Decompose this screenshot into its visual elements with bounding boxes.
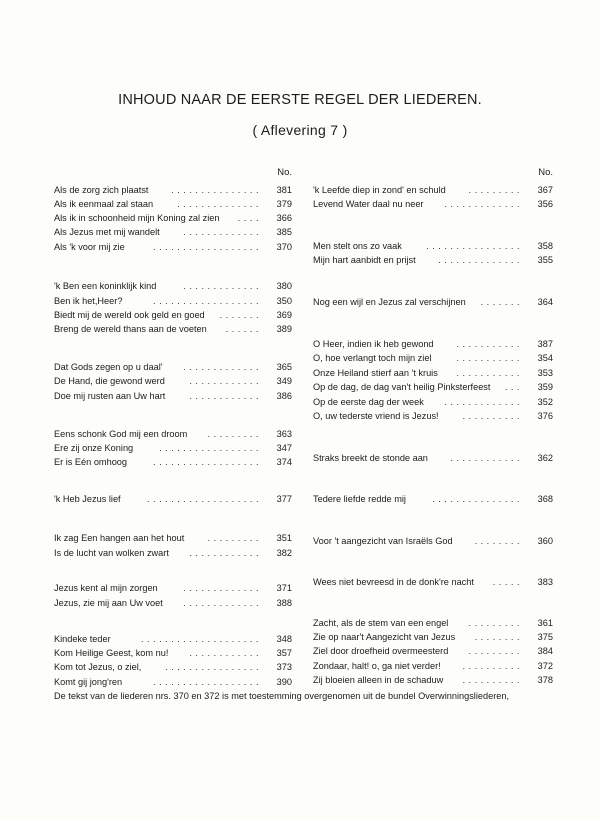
index-entry (54, 675, 292, 689)
entry-title: Biedt mij de wereld ook geld en goed (54, 310, 205, 320)
entry-number: 383 (537, 577, 553, 587)
entry-title: 'k Heb Jezus lief (54, 494, 121, 504)
entry-number: 380 (276, 281, 292, 291)
page-subtitle: ( Aflevering 7 ) (252, 122, 348, 138)
dot-leader: ................ (426, 241, 523, 251)
entry-number: 385 (276, 227, 292, 237)
dot-leader: ... (504, 382, 523, 392)
dot-leader: ....... (480, 297, 523, 307)
entry-number: 366 (276, 213, 292, 223)
entry-number: 373 (276, 662, 292, 672)
entry-title: Doe mij rusten aan Uw hart (54, 391, 166, 401)
entry-title: Ben ik het,Heer? (54, 296, 123, 306)
entry-number: 374 (276, 457, 292, 467)
dot-leader: .......... (462, 661, 523, 671)
index-entry (54, 360, 292, 374)
entry-title: 'k Leefde diep in zond' en schuld (313, 185, 446, 195)
index-entry (54, 197, 292, 211)
entry-number: 356 (537, 199, 553, 209)
page-title: INHOUD NAAR DE EERSTE REGEL DER LIEDEREN. (118, 92, 482, 108)
dot-leader: ............. (183, 598, 262, 608)
entry-title: Onze Heiland stierf aan 't kruis (313, 368, 438, 378)
index-entry (54, 279, 292, 293)
entry-title: Eens schonk God mij een droom (54, 429, 188, 439)
entry-title: Nog een wijl en Jezus zal verschijnen (313, 297, 466, 307)
entry-number: 386 (276, 391, 292, 401)
index-entry (54, 294, 292, 308)
dot-leader: ............ (189, 548, 262, 558)
entry-title: Dat Gods zegen op u daal' (54, 362, 163, 372)
index-entry (54, 455, 292, 469)
index-entry (313, 409, 553, 423)
entry-title: Straks breekt de stonde aan (313, 453, 428, 463)
dot-leader: ..... (492, 577, 523, 587)
dot-leader: ............ (189, 648, 262, 658)
entry-title: Ik zag Een hangen aan het hout (54, 533, 185, 543)
index-entry (54, 322, 292, 336)
entry-title: Als Jezus met mij wandelt (54, 227, 160, 237)
entry-number: 381 (276, 185, 292, 195)
dot-leader: ................ (165, 662, 262, 672)
entry-title: Er is Eén omhoog (54, 457, 128, 467)
entry-title: Jezus, zie mij aan Uw voet (54, 598, 163, 608)
entry-title: Kom Heilige Geest, kom nu! (54, 648, 169, 658)
dot-leader: ............. (183, 583, 262, 593)
dot-leader: ............... (432, 494, 523, 504)
entry-title: Komt gij jong'ren (54, 677, 123, 687)
dot-leader: ............ (450, 453, 523, 463)
entry-title: Kindeke teder (54, 634, 111, 644)
entry-number: 378 (537, 675, 553, 685)
entry-number: 362 (537, 453, 553, 463)
entry-title: Tedere liefde redde mij (313, 494, 406, 504)
dot-leader: ............... (171, 185, 262, 195)
entry-title: Ere zij onze Koning (54, 443, 134, 453)
dot-leader: ....... (219, 310, 262, 320)
entry-number: 379 (276, 199, 292, 209)
dot-leader: .............. (177, 199, 262, 209)
dot-leader: ............. (444, 199, 523, 209)
dot-leader: ........ (474, 632, 523, 642)
entry-title: Zacht, als de stem van een engel (313, 618, 449, 628)
entry-number: 376 (537, 411, 553, 421)
index-entry (54, 531, 292, 545)
dot-leader: ............ (189, 376, 262, 386)
entry-number: 351 (276, 533, 292, 543)
dot-leader: ........ (474, 536, 523, 546)
entry-title: O, hoe verlangt toch mijn ziel (313, 353, 432, 363)
entry-title: Wees niet bevreesd in de donk're nacht (313, 577, 474, 587)
dot-leader: .......... (462, 411, 523, 421)
entry-number: 377 (276, 494, 292, 504)
index-entry (54, 225, 292, 239)
entry-title: Levend Water daal nu neer (313, 199, 424, 209)
entry-number: 348 (276, 634, 292, 644)
entry-title: Breng de wereld thans aan de voeten (54, 324, 207, 334)
entry-title: Zie op naar't Aangezicht van Jezus (313, 632, 456, 642)
entry-number: 372 (537, 661, 553, 671)
entry-number: 365 (276, 362, 292, 372)
index-entry (313, 295, 553, 309)
index-entry (313, 644, 553, 658)
entry-title: Kom tot Jezus, o ziel, (54, 662, 142, 672)
entry-title: Zondaar, halt! o, ga niet verder! (313, 661, 441, 671)
dot-leader: ......... (468, 618, 523, 628)
dot-leader: ...... (225, 324, 262, 334)
entry-number: 349 (276, 376, 292, 386)
index-entry (313, 337, 553, 351)
index-entry (54, 660, 292, 674)
dot-leader: ......... (468, 646, 523, 656)
dot-leader: .......... (462, 675, 523, 685)
dot-leader: ........... (456, 368, 523, 378)
entry-title: Jezus kent al mijn zorgen (54, 583, 158, 593)
dot-leader: .................. (153, 296, 262, 306)
entry-number: 367 (537, 185, 553, 195)
entry-number: 364 (537, 297, 553, 307)
entry-number: 359 (537, 382, 553, 392)
dot-leader: .................. (153, 457, 262, 467)
entry-number: 382 (276, 548, 292, 558)
entry-number: 352 (537, 397, 553, 407)
entry-number: 368 (537, 494, 553, 504)
entry-number: 371 (276, 583, 292, 593)
dot-leader: ............. (183, 227, 262, 237)
index-entry (54, 581, 292, 595)
entry-title: Zij bloeien alleen in de schaduw (313, 675, 444, 685)
index-entry (313, 197, 553, 211)
index-entry (313, 659, 553, 673)
entry-number: 353 (537, 368, 553, 378)
entry-title: Als de zorg zich plaatst (54, 185, 149, 195)
dot-leader: .................. (153, 242, 262, 252)
index-entry (313, 492, 553, 506)
index-entry (54, 546, 292, 560)
index-entry (54, 389, 292, 403)
dot-leader: ......... (468, 185, 523, 195)
index-entry (313, 575, 553, 589)
entry-title: Als ik in schoonheid mijn Koning zal zien (54, 213, 220, 223)
index-entry (313, 395, 553, 409)
entry-number: 388 (276, 598, 292, 608)
index-entry (54, 308, 292, 322)
dot-leader: ............. (183, 362, 262, 372)
entry-number: 347 (276, 443, 292, 453)
entry-title: Ziel door droefheid overmeesterd (313, 646, 449, 656)
footnote: De tekst van de liederen nrs. 370 en 372 is met toestemming overgenomen uit de bundel Overwinningsliederen, (54, 691, 510, 701)
index-entry (54, 211, 292, 225)
dot-leader: ........... (456, 353, 523, 363)
entry-number: 360 (537, 536, 553, 546)
index-entry (313, 673, 553, 687)
index-entry (54, 492, 292, 506)
entry-number: 355 (537, 255, 553, 265)
index-entry (313, 366, 553, 380)
entry-number: 354 (537, 353, 553, 363)
index-entry (54, 183, 292, 197)
entry-number: 384 (537, 646, 553, 656)
entry-title: Op de dag, de dag van't heilig Pinksterfeest (313, 382, 491, 392)
entry-number: 358 (537, 241, 553, 251)
entry-title: Op de eerste dag der week (313, 397, 424, 407)
entry-number: 387 (537, 339, 553, 349)
index-entry (54, 374, 292, 388)
index-entry (313, 253, 553, 267)
entry-title: 'k Ben een koninklijk kind (54, 281, 157, 291)
entry-title: Is de lucht van wolken zwart (54, 548, 169, 558)
entry-number: 369 (276, 310, 292, 320)
index-entry (54, 596, 292, 610)
entry-number: 389 (276, 324, 292, 334)
dot-leader: ........... (456, 339, 523, 349)
dot-leader: .................... (140, 634, 262, 644)
entry-title: Als 'k voor mij zie (54, 242, 125, 252)
index-entry (313, 451, 553, 465)
dot-leader: ............ (189, 391, 262, 401)
dot-leader: .................. (153, 677, 262, 687)
entry-title: De Hand, die gewond werd (54, 376, 165, 386)
dot-leader: ............. (444, 397, 523, 407)
entry-title: Als ik eenmaal zal staan (54, 199, 154, 209)
entry-number: 357 (276, 648, 292, 658)
entry-title: Men stelt ons zo vaak (313, 241, 402, 251)
index-entry (313, 351, 553, 365)
dot-leader: ............. (183, 281, 262, 291)
dot-leader: .... (237, 213, 262, 223)
entry-number: 361 (537, 618, 553, 628)
entry-title: Mijn hart aanbidt en prijst (313, 255, 416, 265)
entry-number: 375 (537, 632, 553, 642)
index-entry (313, 534, 553, 548)
index-entry (313, 239, 553, 253)
entry-title: O Heer, indien ik heb gewond (313, 339, 434, 349)
entry-number: 350 (276, 296, 292, 306)
number-header-left: No. (277, 167, 292, 178)
index-entry (54, 240, 292, 254)
index-entry (54, 427, 292, 441)
entry-title: Voor 't aangezicht van Israëls God (313, 536, 453, 546)
index-entry (313, 616, 553, 630)
index-entry (54, 646, 292, 660)
index-entry (54, 632, 292, 646)
dot-leader: ......... (207, 533, 262, 543)
dot-leader: ................... (147, 494, 262, 504)
entry-number: 370 (276, 242, 292, 252)
entry-number: 390 (276, 677, 292, 687)
index-entry (313, 630, 553, 644)
index-entry (54, 441, 292, 455)
number-header-right: No. (538, 167, 553, 178)
entry-title: O, uw tederste vriend is Jezus! (313, 411, 439, 421)
dot-leader: ......... (207, 429, 262, 439)
dot-leader: .............. (438, 255, 523, 265)
dot-leader: ................. (159, 443, 262, 453)
index-entry (313, 183, 553, 197)
index-entry (313, 380, 553, 394)
entry-number: 363 (276, 429, 292, 439)
